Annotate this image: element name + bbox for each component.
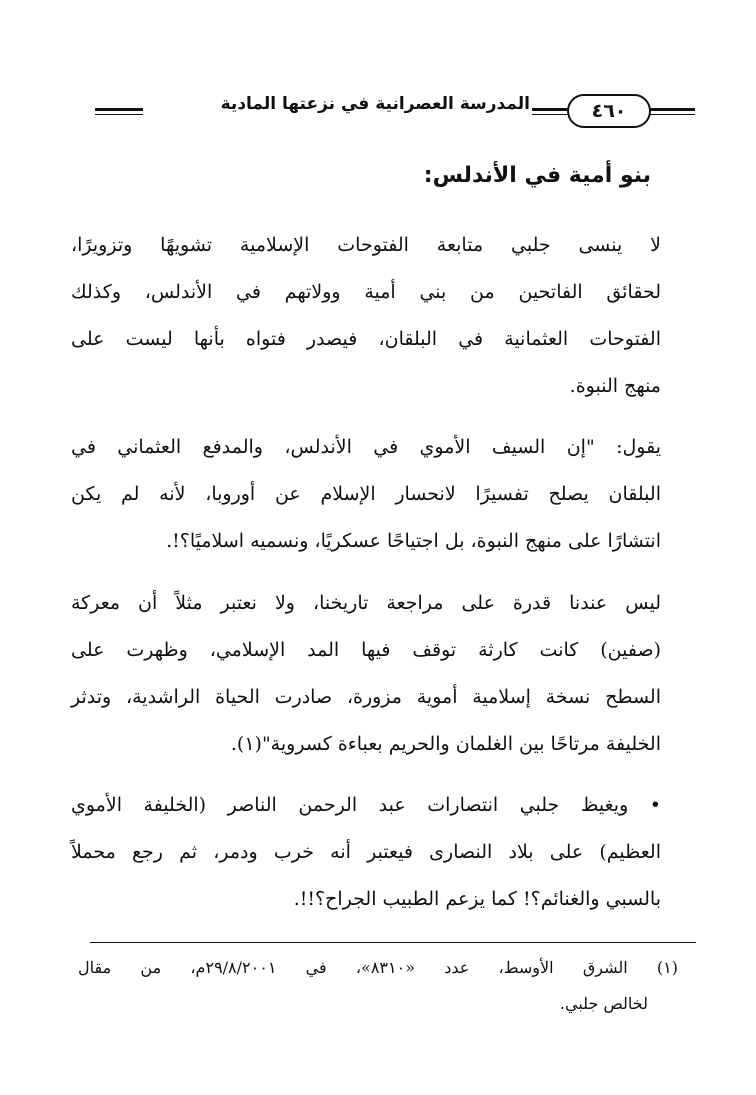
paragraph-1 [71,222,661,410]
text-line: لا ينسى جلبي متابعة الفتوحات الإسلامية تشويهًا وتزويرًا، [71,234,661,256]
paragraph-2 [71,424,661,565]
page-number: ٤٦٠ [567,94,651,128]
text-line: السطح نسخة إسلامية أموية مزورة، صادرت الحياة الراشدية، وتدثر [71,686,661,708]
text-line: بالسبي والغنائم؟! كما يزعم الطبيب الجراح؟!!. [293,888,661,910]
text-line: منهج النبوة. [569,375,661,397]
header-rule-left [95,108,143,111]
text-line: يقول: "إن السيف الأموي في الأندلس، والمدفع العثماني في [71,436,661,458]
header-rule-right [650,108,695,111]
footnote [78,950,678,1022]
text-line: العظيم) على بلاد النصارى فيعتبر أنه خرب ودمر، ثم رجع محملاً [71,841,661,863]
text-line: لحقائق الفاتحين من بني أمية وولاتهم في الأندلس، وكذلك [71,281,661,303]
paragraph-4 [71,782,661,923]
footnote-line: لخالص جلبي. [559,994,648,1013]
text-line: انتشارًا على منهج النبوة، بل اجتياحًا عسكريًا، ونسميه اسلاميًا؟!. [166,530,661,552]
text-line: البلقان يصلح تفسيرًا لانحسار الإسلام عن أوروبا، لأنه لم يكن [71,483,661,505]
header-rule-middle [532,108,572,111]
section-title: بنو أمية في الأندلس: [423,163,651,188]
running-title: المدرسة العصرانية في نزعتها المادية [220,94,530,114]
text-line: (صفين) كانت كارثة توقف فيها المد الإسلامي، وظهرت على [71,639,661,661]
footnote-rule [90,942,696,943]
text-line: • ويغيظ جلبي انتصارات عبد الرحمن الناصر (الخليفة الأموي [71,794,661,816]
header-rule-left-under [95,114,143,115]
header-rule-right-under [650,114,695,115]
text-line: ليس عندنا قدرة على مراجعة تاريخنا، ولا نعتبر مثلاً أن معركة [71,592,661,614]
paragraph-3 [71,580,661,768]
header-rule-middle-under [532,114,572,115]
footnote-line: (١) الشرق الأوسط، عدد «٨٣١٠»، في ٢٩/٨/٢٠٠١م، من مقال [78,958,678,977]
page-header [95,92,695,136]
text-line: الفتوحات العثمانية في البلقان، فيصدر فتواه بأنها ليست على [71,328,661,350]
text-line: الخليفة مرتاحًا بين الغلمان والحريم بعباءة كسروية"(١). [230,733,661,755]
